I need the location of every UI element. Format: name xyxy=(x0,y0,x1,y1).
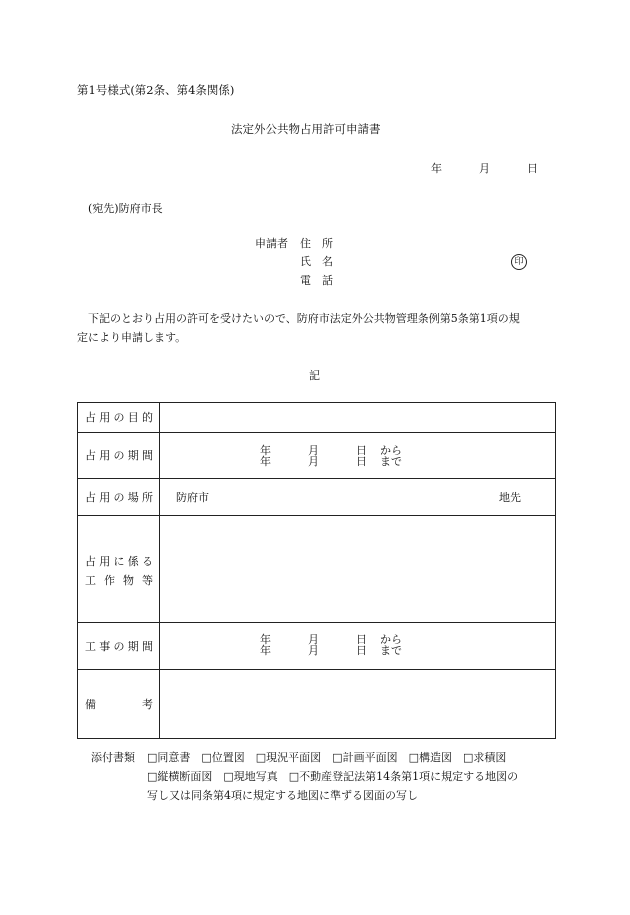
construction-to-day: 日 xyxy=(356,644,367,657)
address-label: 住 所 xyxy=(300,237,333,250)
period-to-year: 年 xyxy=(260,455,271,468)
row-purpose xyxy=(78,403,555,433)
period-from-day: 日 xyxy=(356,444,367,457)
attachments-line3: 写し又は同条第4項に規定する地図に準ずる図面の写し xyxy=(147,789,418,802)
date-year-label: 年 xyxy=(431,162,442,175)
construction-from-suffix: から xyxy=(380,633,402,646)
structures-value-field[interactable] xyxy=(160,516,555,622)
period-to-day: 日 xyxy=(356,455,367,468)
period-to-suffix: まで xyxy=(380,455,402,468)
location-label-cell xyxy=(78,479,160,515)
row-construction-period xyxy=(78,623,555,670)
applicant-label: 申請者 xyxy=(255,237,288,250)
addressee: (宛先)防府市長 xyxy=(88,202,163,215)
location-suffix: 地先 xyxy=(499,491,521,504)
phone-label: 電 話 xyxy=(300,274,333,287)
form-number: 第1号様式(第2条、第4条関係) xyxy=(77,83,235,97)
row-structures xyxy=(78,516,555,623)
date-day-label: 日 xyxy=(527,162,538,175)
attachments-line2[interactable]: □縦横断面図 □現地写真 □不動産登記法第14条第1項に規定する地図の xyxy=(147,770,519,783)
period-to-month: 月 xyxy=(308,455,319,468)
period-from-year: 年 xyxy=(260,444,271,457)
purpose-label: 占 用 の 目 的 xyxy=(85,411,153,424)
period-from-month: 月 xyxy=(308,444,319,457)
row-remarks xyxy=(78,670,555,738)
row-location xyxy=(78,479,555,516)
application-table xyxy=(77,402,556,739)
construction-period-label: 工 事 の 期 間 xyxy=(85,640,153,653)
construction-period-value-field[interactable] xyxy=(160,623,555,669)
period-value-field[interactable] xyxy=(160,433,555,478)
construction-from-month: 月 xyxy=(308,633,319,646)
seal-mark xyxy=(511,254,527,270)
construction-to-year: 年 xyxy=(260,644,271,657)
period-label: 占 用 の 期 間 xyxy=(85,449,153,462)
construction-period-label-cell xyxy=(78,623,160,669)
structures-label-line2: 工 作 物 等 xyxy=(85,574,153,587)
name-label: 氏 名 xyxy=(300,255,333,268)
row-period xyxy=(78,433,555,479)
structures-label-cell xyxy=(78,516,160,622)
attachments-label: 添付書類 xyxy=(91,751,135,764)
remarks-label: 備 考 xyxy=(85,698,153,711)
seal-mark-text: 印 xyxy=(511,254,527,270)
purpose-label-cell xyxy=(78,403,160,432)
construction-from-day: 日 xyxy=(356,633,367,646)
body-text-line1: 下記のとおり占用の許可を受けたいので、防府市法定外公共物管理条例第5条第1項の規 xyxy=(88,312,520,325)
body-text-line2: 定により申請します。 xyxy=(77,331,187,344)
location-value-field[interactable] xyxy=(160,479,555,515)
construction-to-suffix: まで xyxy=(380,644,402,657)
construction-from-year: 年 xyxy=(260,633,271,646)
purpose-value-field[interactable] xyxy=(160,403,555,432)
remarks-label-cell xyxy=(78,670,160,738)
attachments-line1[interactable]: □同意書 □位置図 □現況平面図 □計画平面図 □構造図 □求積図 xyxy=(147,751,507,764)
period-label-cell xyxy=(78,433,160,478)
location-city: 防府市 xyxy=(176,491,209,504)
structures-label-line1: 占 用 に 係 る xyxy=(85,555,153,568)
remarks-value-field[interactable] xyxy=(160,670,555,738)
ki-heading: 記 xyxy=(309,369,320,382)
location-label: 占 用 の 場 所 xyxy=(85,491,153,504)
document-title: 法定外公共物占用許可申請書 xyxy=(231,122,381,136)
construction-to-month: 月 xyxy=(308,644,319,657)
period-from-suffix: から xyxy=(380,444,402,457)
date-month-label: 月 xyxy=(479,162,490,175)
